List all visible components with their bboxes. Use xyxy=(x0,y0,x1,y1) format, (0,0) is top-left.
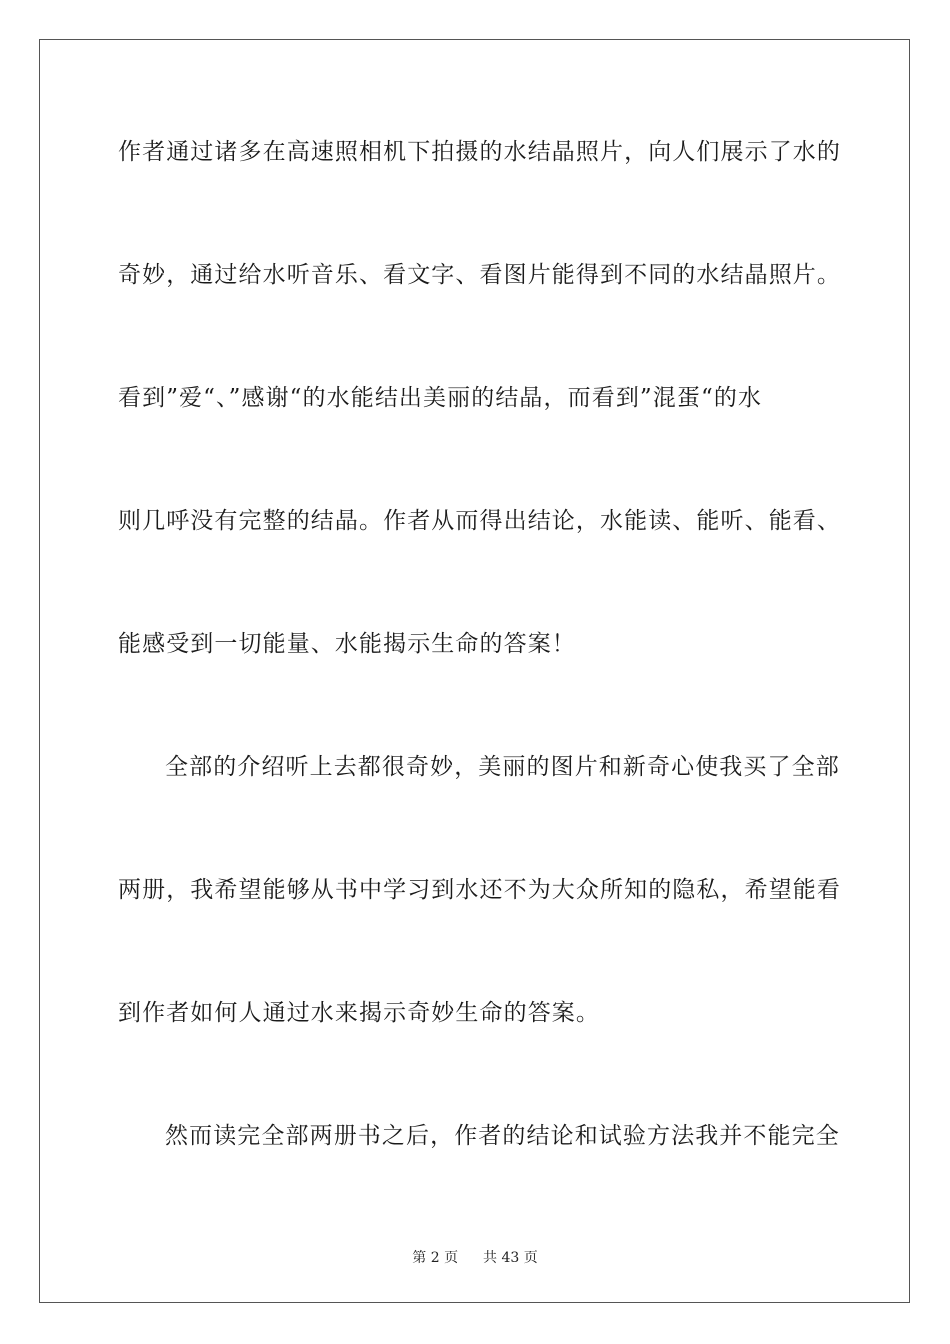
text-line-9: 然而读完全部两册书之后，作者的结论和试验方法我并不能完全 xyxy=(165,1123,840,1149)
text-line-3: 看到”爱“、”感谢“的水能结出美丽的结晶，而看到”混蛋“的水 xyxy=(118,385,763,411)
page-total: 共 43 页 xyxy=(483,1250,538,1266)
text-line-8: 到作者如何人通过水来揭示奇妙生命的答案。 xyxy=(118,1000,600,1026)
text-line-2: 奇妙，通过给水听音乐、看文字、看图片能得到不同的水结晶照片。 xyxy=(118,262,841,288)
page-number: 第 2 页 xyxy=(412,1250,459,1266)
page-footer xyxy=(0,1247,950,1267)
text-line-4: 则几呼没有完整的结晶。作者从而得出结论，水能读、能听、能看、 xyxy=(118,508,841,534)
text-line-5: 能感受到一切能量、水能揭示生命的答案！ xyxy=(118,631,576,657)
text-line-7: 两册，我希望能够从书中学习到水还不为大众所知的隐私，希望能看 xyxy=(118,877,841,903)
text-line-6: 全部的介绍听上去都很奇妙，美丽的图片和新奇心使我买了全部 xyxy=(165,754,840,780)
text-line-1: 作者通过诸多在高速照相机下拍摄的水结晶照片，向人们展示了水的 xyxy=(118,139,841,165)
page-border xyxy=(39,39,910,1303)
